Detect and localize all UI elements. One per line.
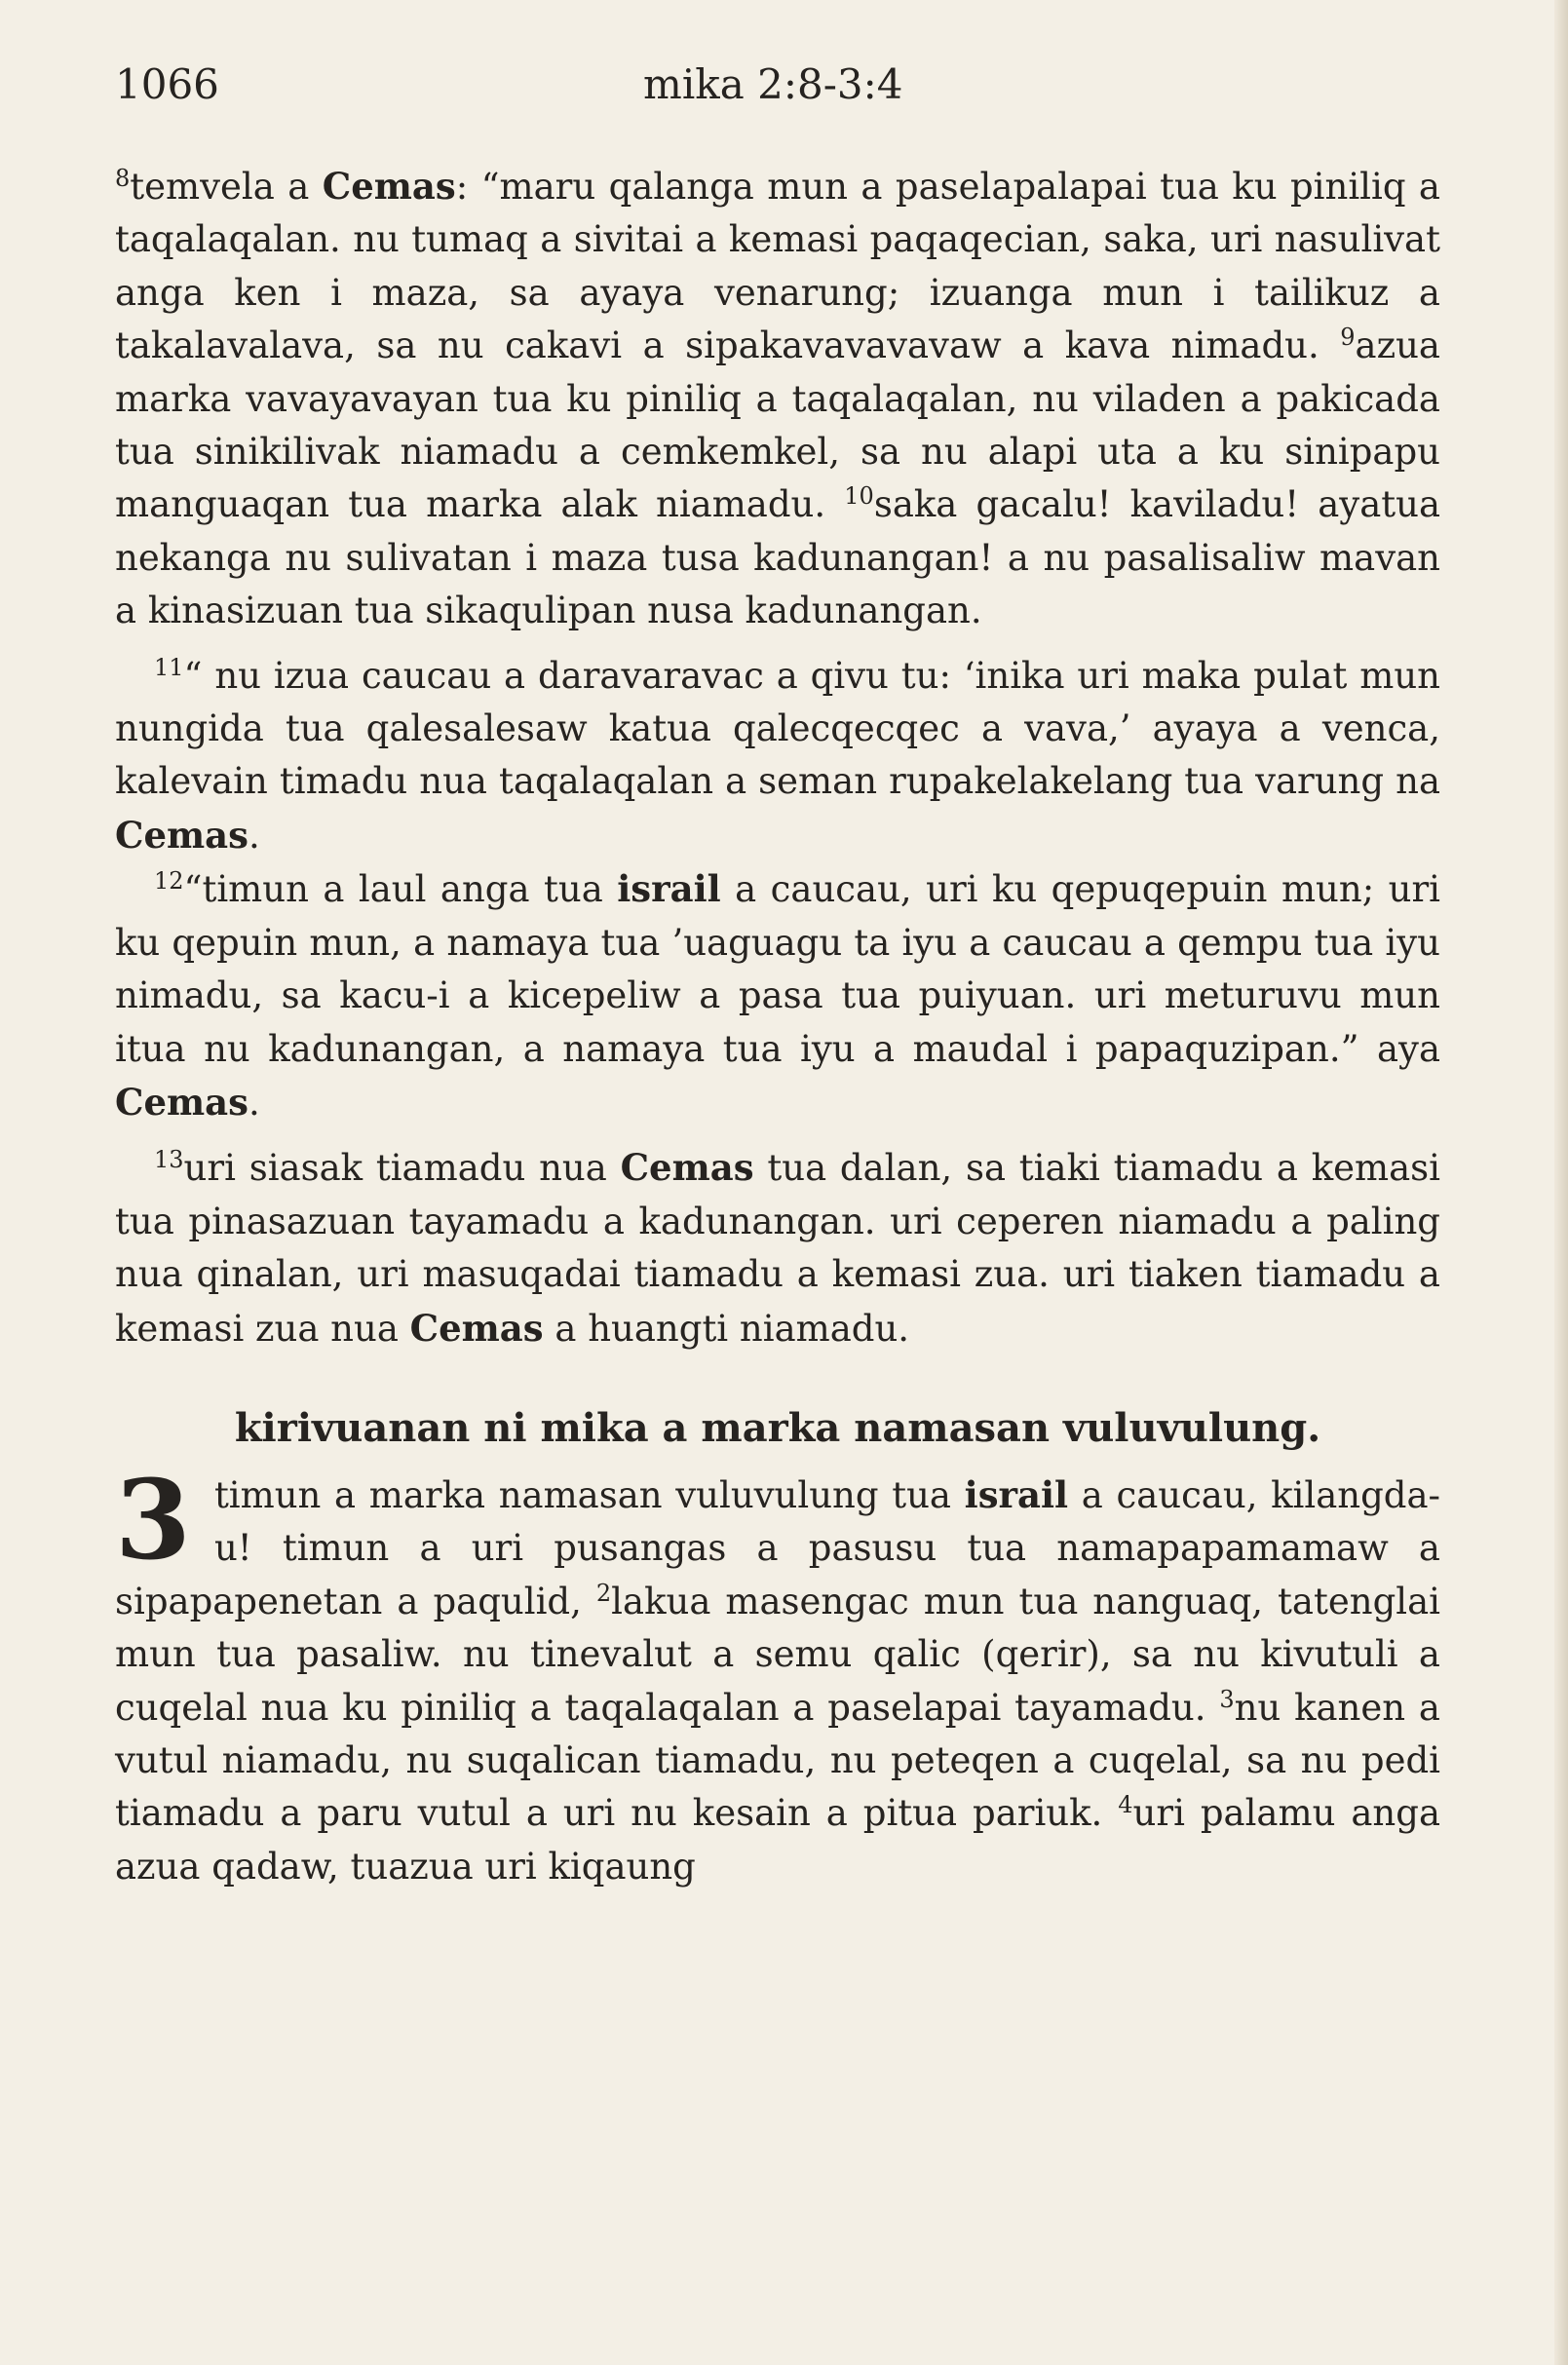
verse-number: 2 [595, 1579, 612, 1607]
verse-text: tua dalan, sa tiaki tiamadu a kemasi tua pinasazuan tayamadu a kadunangan. uri ceperen niamadu a paling nua qinalan, uri masuqadai tiamadu a kemasi zua. uri tiaken tiamadu a kemasi zua nua [115, 1147, 1440, 1350]
verse-number: 8 [115, 165, 131, 192]
verse-text: temvela a [130, 166, 323, 208]
running-head: mika 2:8-3:4 [643, 60, 903, 108]
people-name: israil [964, 1472, 1069, 1516]
verse-text: a huangti niamadu. [543, 1307, 910, 1350]
divine-name: Cemas [322, 165, 456, 208]
verse-number: 9 [1340, 324, 1356, 352]
divine-name: Cemas [409, 1306, 544, 1350]
verse-text: . [248, 814, 260, 857]
verse-text: uri siasak tiamadu nua [183, 1147, 621, 1190]
verse-block-8-10 [115, 160, 1440, 638]
verse-number: 3 [1219, 1685, 1235, 1713]
verse-text: a caucau, kilangda-u! timun a uri pusangas a pasusu tua namapapamamaw a sipapapenetan a paqulid, [115, 1473, 1441, 1622]
verse-text: uri palamu anga azua qadaw, tuazua uri kiqaung [115, 1792, 1440, 1888]
verse-text: nu kanen a vutul niamadu, nu suqalican tiamadu, nu peteqen a cuqelal, sa nu pedi tiamadu a paru vutul a uri nu kesain a pitua pariuk. [115, 1686, 1440, 1835]
scripture-text [115, 160, 1440, 1893]
page-number: 1066 [115, 60, 219, 108]
divine-name: Cemas [115, 813, 249, 857]
verse-text: . [248, 1081, 260, 1124]
verse-number: 12 [154, 867, 184, 896]
verse-text: “timun a laul anga tua [183, 868, 618, 911]
verse-text: azua marka vavayavayan tua ku piniliq a taqalaqalan, nu viladen a pakicada tua sinikilivak niamadu a cemkemkel, sa nu alapi uta a ku sinipapu manguaqan tua marka alak niamadu. [115, 324, 1440, 526]
verse-number: 4 [1118, 1791, 1133, 1819]
verse-number: 10 [844, 482, 874, 511]
page-header [115, 60, 1440, 129]
verse-block-11 [115, 650, 1440, 863]
verse-text: a caucau, uri ku qepuqepuin mun; uri ku qepuin mun, a namaya tua ’uaguagu ta iyu a caucau a qempu tua iyu nimadu, sa kacu-i a kicepeliw a pasa tua puiyuan. uri meturuvu mun itua nu kadunangan, a namaya tua iyu a maudal i papaquzipan.” aya [115, 868, 1440, 1070]
chapter-3-block [115, 1456, 1441, 1893]
verse-text: timun a marka namasan vuluvulung tua [213, 1473, 965, 1516]
divine-name: Cemas [115, 1080, 249, 1124]
verse-block-13 [115, 1141, 1440, 1355]
verse-block-12 [115, 862, 1440, 1129]
section-title: kirivuanan ni mika a marka namasan vuluvulung. [234, 1404, 1321, 1451]
verse-number: 13 [154, 1146, 184, 1174]
verse-text: lakua masengac mun tua nanguaq, tatenglai mun tua pasaliw. nu tinevalut a semu qalic (qerir), sa nu kivutuli a cuqelal nua ku piniliq a taqalaqalan a paselapai tayamadu. [115, 1580, 1440, 1729]
page-edge-shadow [1554, 0, 1568, 2365]
chapter-number: 3 [115, 1456, 191, 1584]
people-name: israil [617, 867, 721, 911]
divine-name: Cemas [620, 1146, 754, 1190]
verse-text: saka gacalu! kaviladu! ayatua nekanga nu sulivatan i maza tusa kadunangan! a nu pasalisaliw mavan a kinasizuan tua sikaqulipan nusa kadunangan. [115, 483, 1441, 632]
verse-text: “ nu izua caucau a daravaravac a qivu tu: ‘inika uri maka pulat mun nungida tua qalesalesaw katua qalecqecqec a vava,’ ayaya a venca, kalevain timadu nua taqalaqalan a seman rupakelakelang tua varung na [115, 654, 1440, 803]
verse-number: 11 [154, 653, 184, 681]
verse-text: : “maru qalanga mun a paselapalapai tua ku piniliq a taqalaqalan. nu tumaq a sivitai a kemasi paqaqecian, saka, uri nasulivat anga ken i maza, sa ayaya venarung; izuanga mun i tailikuz a takalavalava, sa nu cakavi a sipakavavavavaw a kava nimadu. [115, 166, 1440, 367]
